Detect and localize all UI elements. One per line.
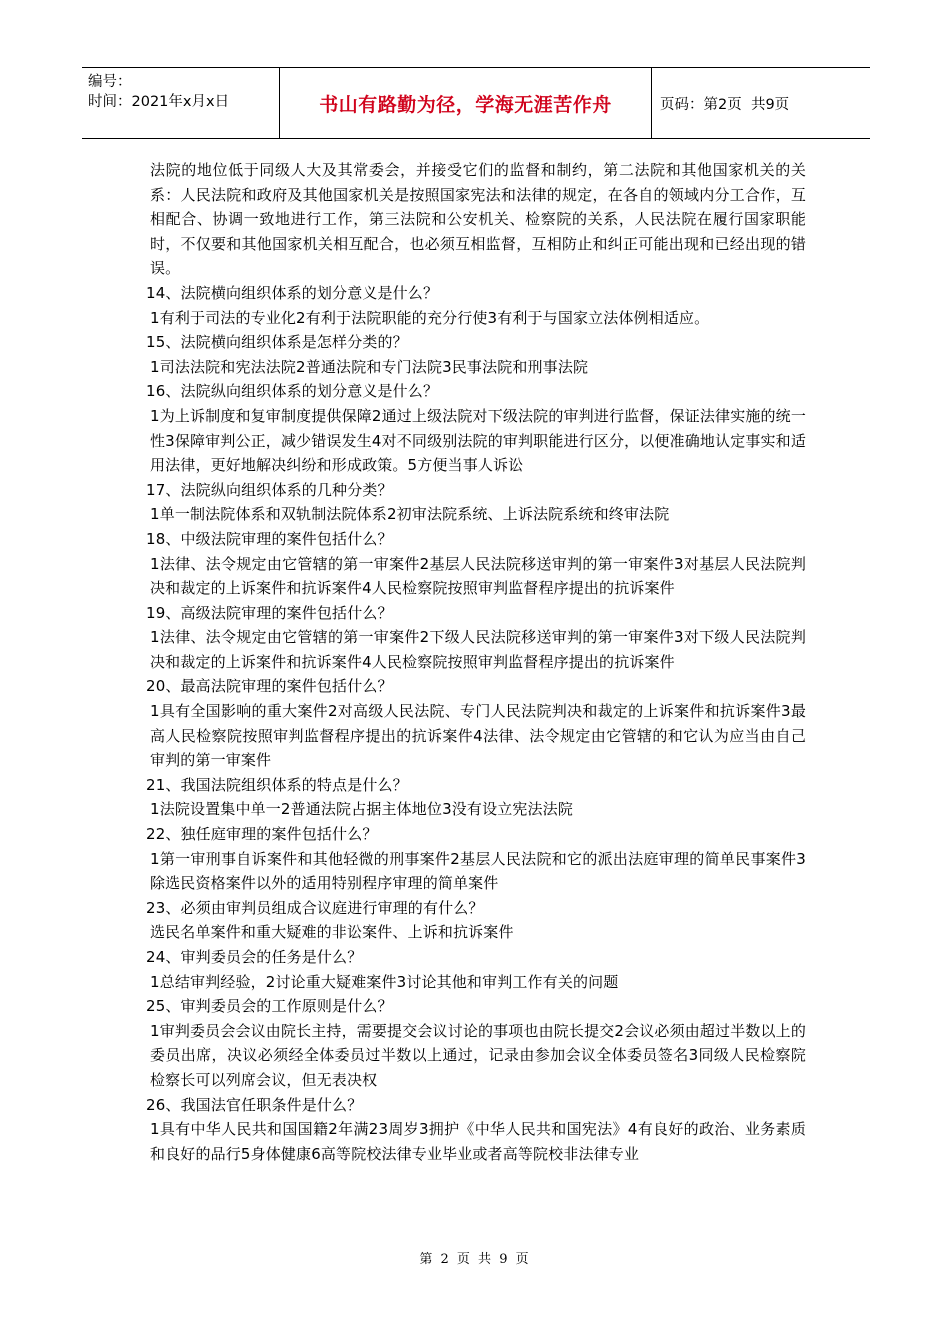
question-heading: 16、法院纵向组织体系的划分意义是什么？ <box>146 382 439 401</box>
header-page-info <box>652 68 870 138</box>
question-heading: 20、最高法院审理的案件包括什么？ <box>146 677 393 696</box>
answer-paragraph: 1为上诉制度和复审制度提供保障2通过上级法院对下级法院的审判进行监督，保证法律实施的统一性3保障审判公正，减少错误发生4对不同级别法院的审判职能进行区分，以便准确地认定事实和适用法律，更好地解决纠纷和形成政策。5方便当事人诉讼 <box>150 406 806 475</box>
question-heading: 24、审判委员会的任务是什么？ <box>146 948 363 966</box>
header-date-label: 时间：2021年x月x日 <box>88 94 230 110</box>
answer-paragraph: 1第一审刑事自诉案件和其他轻微的刑事案件2基层人民法院和它的派出法庭审理的简单民事案件3除选民资格案件以外的适用特别程序审理的简单案件 <box>150 849 806 893</box>
header-meta <box>82 68 280 138</box>
question-heading: 22、独任庭审理的案件包括什么？ <box>146 825 378 844</box>
page-header <box>82 67 870 139</box>
header-number-label: 编号： <box>88 74 132 90</box>
question-heading: 17、法院纵向组织体系的几种分类？ <box>146 480 393 499</box>
question-heading: 26、我国法官任职条件是什么？ <box>146 1095 363 1114</box>
answer-paragraph: 1审判委员会会议由院长主持，需要提交会议讨论的事项也由院长提交2会议必须由超过半数以上的委员出席，决议必须经全体委员过半数以上通过，记录由参加会议全体委员签名3同级人民检察院检察长可以列席会议，但无表决权 <box>150 1021 806 1089</box>
question-heading: 23、必须由审判员组成合议庭进行审理的有什么？ <box>146 898 484 917</box>
answer-paragraph: 1有利于司法的专业化2有利于法院职能的充分行使3有利于与国家立法体例相适应。 <box>150 308 710 327</box>
answer-paragraph: 1法律、法令规定由它管辖的第一审案件2基层人民法院移送审判的第一审案件3对基层人民法院判决和裁定的上诉案件和抗诉案件4人民检察院按照审判监督程序提出的抗诉案件 <box>150 554 806 598</box>
header-motto: 书山有路勤为径，学海无涯苦作舟 <box>280 68 652 138</box>
answer-paragraph: 1总结审判经验，2讨论重大疑难案件3讨论其他和审判工作有关的问题 <box>150 972 619 991</box>
answer-paragraph: 法院的地位低于同级人大及其常委会，并接受它们的监督和制约，第二法院和其他国家机关的关系：人民法院和政府及其他国家机关是按照国家宪法和法律的规定，在各自的领域内分工合作，互相配合、协调一致地进行工作，第三法院和公安机关、检察院的关系，人民法院在履行国家职能时，不仅要和其他国家机关相互配合，也必须互相监督，互相防止和纠正可能出现和已经出现的错误。 <box>150 161 806 278</box>
answer-paragraph: 1法院设置集中单一2普通法院占据主体地位3没有设立宪法法院 <box>150 800 573 819</box>
question-heading: 19、高级法院审理的案件包括什么？ <box>146 603 393 622</box>
header-page-label: 页码：第2页 共9页 <box>660 96 790 113</box>
question-heading: 21、我国法院组织体系的特点是什么？ <box>146 775 408 794</box>
answer-paragraph: 1具有全国影响的重大案件2对高级人民法院、专门人民法院判决和裁定的上诉案件和抗诉案件3最高人民检察院按照审判监督程序提出的抗诉案件4法律、法令规定由它管辖的和它认为应当由自己审判的第一审案件 <box>150 702 806 770</box>
question-heading: 14、法院横向组织体系的划分意义是什么？ <box>146 283 439 302</box>
answer-paragraph: 1具有中华人民共和国国籍2年满23周岁3拥护《中华人民共和国宪法》4有良好的政治、业务素质和良好的品行5身体健康6高等院校法律专业毕业或者高等院校非法律专业 <box>150 1120 806 1163</box>
answer-paragraph: 1法律、法令规定由它管辖的第一审案件2下级人民法院移送审判的第一审案件3对下级人民法院判决和裁定的上诉案件和抗诉案件4人民检察院按照审判监督程序提出的抗诉案件 <box>150 628 806 671</box>
answer-paragraph: 1单一制法院体系和双轨制法院体系2初审法院系统、上诉法院系统和终审法院 <box>150 505 670 524</box>
answer-paragraph: 选民名单案件和重大疑难的非讼案件、上诉和抗诉案件 <box>150 923 514 942</box>
question-heading: 18、中级法院审理的案件包括什么？ <box>146 529 393 548</box>
question-heading: 25、审判委员会的工作原则是什么？ <box>146 997 393 1016</box>
document-body <box>146 158 806 1166</box>
answer-paragraph: 1司法法院和宪法法院2普通法院和专门法院3民事法院和刑事法院 <box>150 357 589 376</box>
page-footer: 第 2 页 共 9 页 <box>419 1252 531 1267</box>
question-heading: 15、法院横向组织体系是怎样分类的？ <box>146 333 408 352</box>
